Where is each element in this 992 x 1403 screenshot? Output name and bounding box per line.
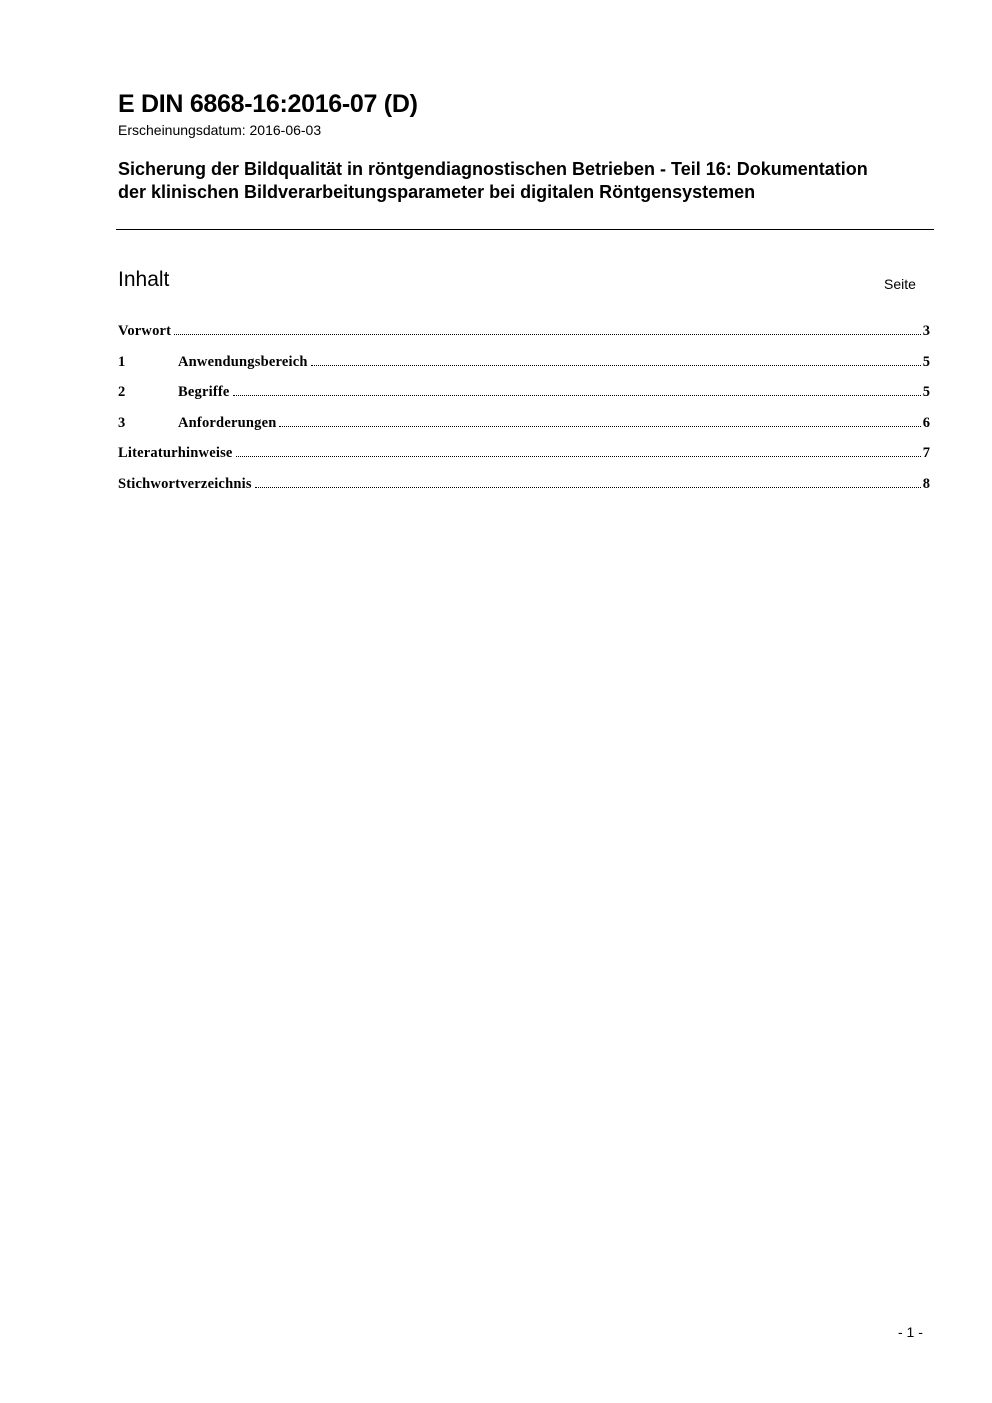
toc-heading: Inhalt [118,268,170,291]
toc-entry-literaturhinweise[interactable] [118,445,930,476]
toc-entry-vorwort[interactable] [118,323,930,354]
toc-entry-begriffe[interactable] [118,384,930,415]
toc-entry-page[interactable]: 3 [922,323,930,339]
toc-dot-leader [236,456,921,457]
toc-entry-anforderungen[interactable] [118,415,930,446]
toc-entry-number: 1 [118,353,126,370]
toc-entry-stichwortverzeichnis[interactable] [118,476,930,507]
toc-entry-title[interactable]: Stichwortverzeichnis [118,475,252,492]
document-id: E DIN 6868-16:2016-07 (D) [118,90,418,118]
publication-date: Erscheinungsdatum: 2016-06-03 [118,122,322,138]
toc-entry-page[interactable]: 5 [922,353,930,370]
toc-entry-anwendungsbereich[interactable] [118,354,930,385]
toc-entry-page[interactable]: 6 [922,414,930,431]
toc-entry-number: 3 [118,414,126,431]
title-divider [116,229,934,230]
toc-dot-leader [279,426,920,427]
toc-entry-title[interactable]: Anforderungen [178,414,277,431]
toc-entry-number: 2 [118,384,126,401]
toc-dot-leader [233,395,921,396]
toc-dot-leader [174,334,921,335]
toc-entry-title[interactable]: Vorwort [118,323,172,339]
toc-dot-leader [255,487,921,488]
toc-entry-title[interactable]: Literaturhinweise [118,445,233,462]
table-of-contents [118,323,930,507]
toc-entry-page[interactable]: 8 [922,475,930,492]
toc-entry-title[interactable]: Begriffe [178,384,230,401]
toc-entry-title[interactable]: Anwendungsbereich [178,353,308,370]
footer-page-number: - 1 - [898,1324,923,1340]
toc-page-column-label: Seite [884,276,916,292]
toc-dot-leader [311,365,921,366]
document-title: Sicherung der Bildqualität in röntgendiagnostischen Betrieben - Teil 16: Dokumentation der klinischen Bildverarbeitungsparameter bei digitalen Röntgensystemen [118,159,868,202]
toc-entry-page[interactable]: 7 [922,445,930,462]
toc-entry-page[interactable]: 5 [922,384,930,401]
